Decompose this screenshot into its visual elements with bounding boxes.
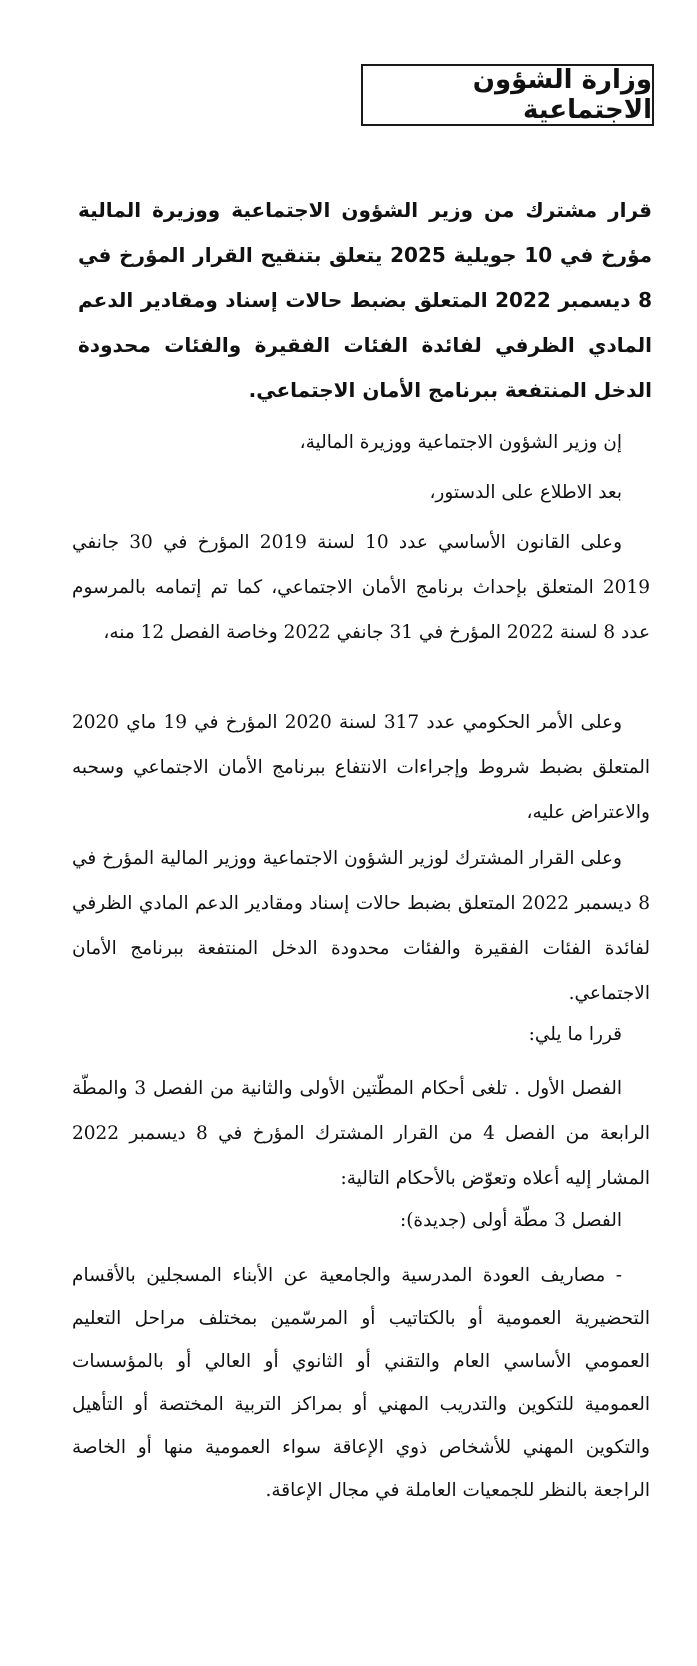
law-reference: وعلى القانون الأساسي عدد 10 لسنة 2019 المؤرخ في 30 جانفي 2019 المتعلق بإحداث برنامج الأمان الاجتماعي، كما تم إتمامه بالمرسوم عدد 8 لسنة 2022 المؤرخ في 31 جانفي 2022 وخاصة الفصل 12 منه،	[72, 532, 650, 643]
decree-reference: وعلى الأمر الحكومي عدد 317 لسنة 2020 المؤرخ في 19 ماي 2020 المتعلق بضبط شروط وإجراءات الانتفاع ببرنامج الأمان الاجتماعي وسحبه والاعتراض عليه،	[72, 712, 650, 823]
constitution-reference: بعد الاطلاع على الدستور،	[429, 482, 622, 503]
ministry-header-box	[361, 64, 654, 126]
decided-heading: قررا ما يلي:	[528, 1024, 622, 1045]
article-three-bullet: - مصاريف العودة المدرسية والجامعية عن الأبناء المسجلين بالأقسام التحضيرية العمومية أو بالكتاتيب أو المرسّمين بمختلف مراحل التعليم العمومي الأساسي العام والتقني أو الثانوي أو العالي أو بالمؤسسات العمومية للتكوين والتدريب المهني أو بمراكز التربية المختصة أو التأهيل والتكوين المهني للأشخاص ذوي الإعاقة سواء العمومية منها أو الخاصة الراجعة بالنظر للجمعيات العاملة في مجال الإعاقة.	[72, 1265, 651, 1501]
joint-decision-reference: وعلى القرار المشترك لوزير الشؤون الاجتماعية ووزير المالية المؤرخ في 8 ديسمبر 2022 المتعلق بضبط حالات إسناد ومقادير الدعم المادي الظرفي لفائدة الفئات الفقيرة والفئات محدودة الدخل المنتفعة ببرنامج الأمان الاجتماعي.	[72, 848, 650, 1004]
preamble-paragraph: إن وزير الشؤون الاجتماعية ووزيرة المالية،	[299, 432, 622, 453]
ministry-title: وزارة الشؤون الاجتماعية	[472, 65, 652, 125]
article-three-heading: الفصل 3 مطّة أولى (جديدة):	[399, 1210, 622, 1231]
decision-title: قرار مشترك من وزير الشؤون الاجتماعية ووزيرة المالية مؤرخ في 10 جويلية 2025 يتعلق بتنقيح القرار المؤرخ في 8 ديسمبر 2022 المتعلق بضبط حالات إسناد ومقادير الدعم المادي الظرفي لفائدة الفئات الفقيرة والفئات محدودة الدخل المنتفعة ببرنامج الأمان الاجتماعي.	[78, 198, 652, 402]
article-one: الفصل الأول . تلغى أحكام المطّتين الأولى والثانية من الفصل 3 والمطّة الرابعة من الفصل 4 من القرار المشترك المؤرخ في 8 ديسمبر 2022 المشار إليه أعلاه وتعوّض بالأحكام التالية:	[72, 1078, 650, 1189]
